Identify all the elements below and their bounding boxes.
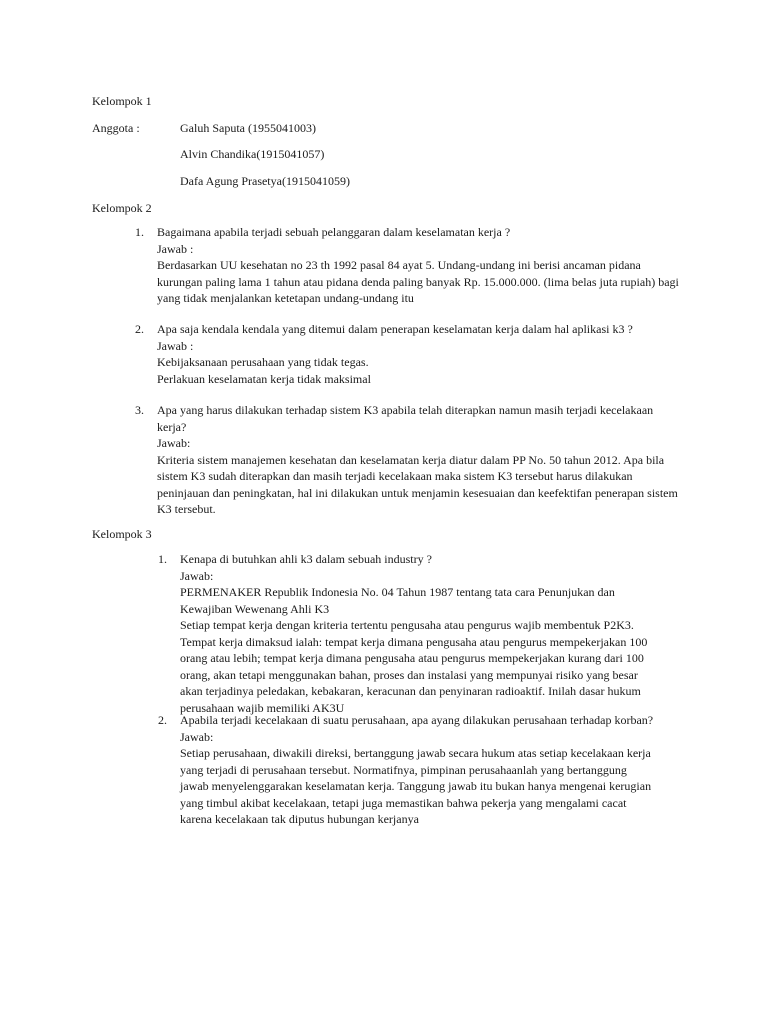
- answer-text: Kriteria sistem manajemen kesehatan dan keselamatan kerja diatur dalam PP No. 50 tahun 2012. Apa bila sistem K3 sudah diterapkan dan masih terjadi kecelakaan maka sistem K3 tersebut harus dilakukan peninjauan dan peningkatan, hal ini dilakukan untuk menjamin kesesuaian dan keefektifan penerapan sistem K3 tersebut.: [157, 452, 678, 516]
- group3-title: Kelompok 3: [92, 527, 152, 541]
- answer-label: Jawab :: [157, 241, 194, 256]
- member-3: Dafa Agung Prasetya(1915041059): [180, 174, 350, 188]
- group1-title: Kelompok 1: [92, 94, 152, 108]
- question-number: 2.: [158, 713, 167, 727]
- group2-question-1: [135, 224, 680, 307]
- members-label: Anggota :: [92, 121, 140, 135]
- group3-question-1: [158, 551, 658, 716]
- group3-question-2: [158, 712, 658, 828]
- answer-text-line: Perlakuan keselamatan kerja tidak maksimal: [157, 371, 371, 386]
- answer-text-line: Setiap tempat kerja dengan kriteria tertentu pengusaha atau pengurus wajib membentuk P2K3.: [180, 618, 634, 632]
- question-text: Apa saja kendala kendala yang ditemui dalam penerapan keselamatan kerja dalam hal aplikasi k3 ?: [157, 322, 633, 336]
- question-number: 1.: [158, 552, 167, 566]
- question-number: 2.: [135, 322, 144, 336]
- member-1: Galuh Saputa (1955041003): [180, 121, 316, 135]
- answer-text-line: PERMENAKER Republik Indonesia No. 04 Tahun 1987 tentang tata cara Penunjukan dan Kewajiban Wewenang Ahli K3: [180, 585, 615, 616]
- question-number: 1.: [135, 225, 144, 239]
- question-text: Apabila terjadi kecelakaan di suatu perusahaan, apa ayang dilakukan perusahaan terhadap korban?: [180, 713, 654, 727]
- answer-label: Jawab :: [157, 338, 194, 353]
- member-2: Alvin Chandika(1915041057): [180, 147, 325, 161]
- group2-title: Kelompok 2: [92, 201, 152, 215]
- question-text: Apa yang harus dilakukan terhadap sistem K3 apabila telah diterapkan namun masih terjadi kecelakaan kerja?: [157, 403, 654, 434]
- question-text: Bagaimana apabila terjadi sebuah pelanggaran dalam keselamatan kerja ?: [157, 225, 511, 239]
- answer-label: Jawab:: [157, 436, 191, 450]
- group2-question-3: [135, 402, 680, 518]
- answer-label: Jawab:: [180, 568, 214, 583]
- answer-text: Berdasarkan UU kesehatan no 23 th 1992 pasal 84 ayat 5. Undang-undang ini berisi ancaman pidana kurungan paling lama 1 tahun atau pidana denda paling banyak Rp. 15.000.000. (lima belas juta rupiah) bagi yang tidak menjalankan ketetapan undang-undang itu: [157, 258, 679, 305]
- question-text: Kenapa di butuhkan ahli k3 dalam sebuah industry ?: [180, 552, 432, 566]
- answer-label: Jawab:: [180, 729, 214, 744]
- answer-text-line: Kebijaksanaan perusahaan yang tidak tegas.: [157, 355, 369, 369]
- answer-text-line: Tempat kerja dimaksud ialah: tempat kerja dimana pengusaha atau pengurus mempekerjakan 100 orang atau lebih; tempat kerja dimana pengusaha atau pengurus mempekerjakan kurang dari 100 orang, akan tetapi menggunakan bahan, proses dan instalasi yang mempunyai risiko yang besar akan terjadinya peledakan, kebakaran, keracunan dan penyinaran radioaktif. Inilah dasar hukum perusahaan wajib memiliki AK3U: [180, 634, 648, 715]
- group2-question-2: [135, 321, 680, 387]
- question-number: 3.: [135, 403, 144, 417]
- answer-text: Setiap perusahaan, diwakili direksi, bertanggung jawab secara hukum atas setiap kecelakaan kerja yang terjadi di perusahaan tersebut. Normatifnya, pimpinan perusahaanlah yang bertanggung jawab menyelenggarakan keselamatan kerja. Tanggung jawab itu bukan hanya mengenai kerugian yang timbul akibat kecelakaan, tetapi juga memastikan bahwa pekerja yang mengalami cacat karena kecelakaan tak diputus hubungan kerjanya: [180, 746, 652, 826]
